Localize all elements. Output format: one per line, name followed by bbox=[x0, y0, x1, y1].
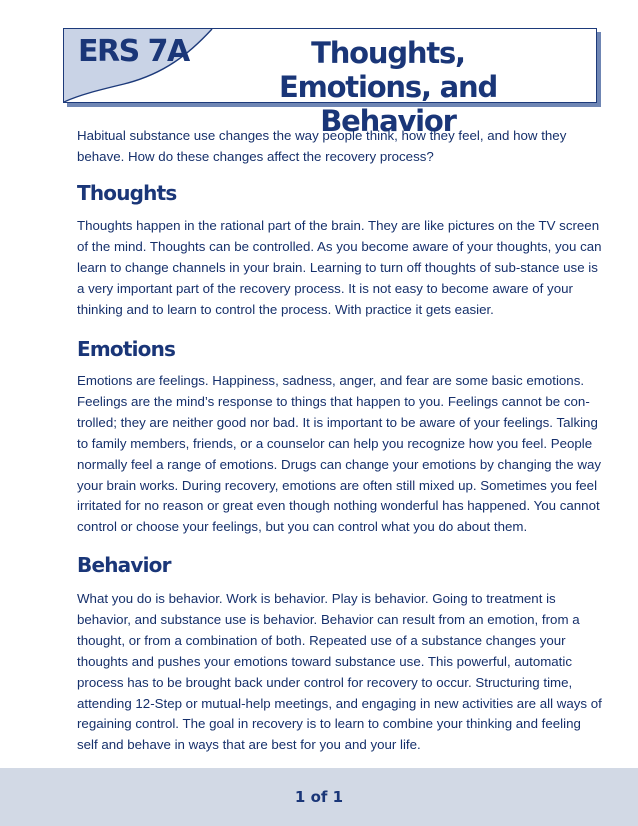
page-number: 1 of 1 bbox=[294, 788, 344, 806]
document-title: Thoughts, Emotions, and Behavior bbox=[278, 36, 498, 138]
section-heading-thoughts: Thoughts bbox=[77, 181, 177, 205]
intro-paragraph: Habitual substance use changes the way people think, how they feel, and how they behave. How do these changes affect the recovery process? bbox=[77, 128, 567, 164]
section-body-behavior: What you do is behavior. Work is behavior. Play is behavior. Going to treatment is behavior, and substance use is behavior. Behavior can result from an emotion, from a thought, or from a combination of both. Repeated use of a substance changes your thoughts and pushes your emotions toward substance use. This powerful, automatic process has to be brought back under control for recovery to occur. Structuring time, attending 12-Step or mutual-help meetings, and engaging in new activities are all ways of regaining control. The goal in recovery is to learn to combine your thinking and feeling self and behave in ways that are best for you and your life. bbox=[77, 591, 602, 753]
document-header bbox=[63, 28, 597, 138]
section-heading-emotions: Emotions bbox=[77, 337, 176, 361]
page-footer bbox=[0, 768, 638, 826]
document-code: ERS 7A bbox=[78, 34, 189, 69]
section-body-emotions: Emotions are feelings. Happiness, sadness, anger, and fear are some basic emotions. Feelings are the mind’s response to things that happen to you. Feelings cannot be con-trolled; they are neither good nor bad. It is important to be aware of your feelings. Talking to family members, friends, or a counselor can help you recognize how you feel. People normally feel a range of emotions. Drugs can change your emotions by changing the way your brain works. During recovery, emotions are often still mixed up. Sometimes you feel irritated for no reason or great even though nothing wonderful has happened. You cannot control or choose your feelings, but you can control what you do about them. bbox=[77, 373, 602, 535]
section-body-thoughts: Thoughts happen in the rational part of the brain. They are like pictures on the TV screen of the mind. Thoughts can be controlled. As you become aware of your thoughts, you can learn to change channels in your brain. Learning to turn off thoughts of sub-stance use is a very important part of the recovery process. It is not easy to become aware of your thinking and to learn to control the process. With practice it gets easier. bbox=[77, 218, 602, 317]
section-heading-behavior: Behavior bbox=[77, 553, 171, 577]
